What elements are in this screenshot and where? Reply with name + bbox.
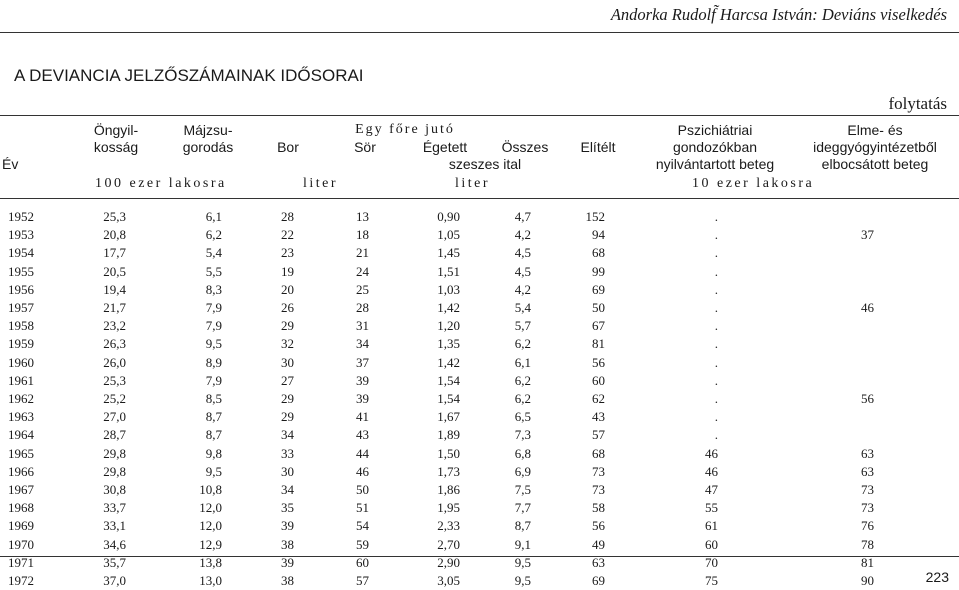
header-psz-3: nyilvántartott beteg xyxy=(655,156,775,172)
cell-ev: 1959 xyxy=(8,336,34,352)
cell-elitelt: 67 xyxy=(592,318,605,334)
table-row xyxy=(0,499,959,517)
cell-ev: 1953 xyxy=(8,227,34,243)
cell-sor: 50 xyxy=(356,482,369,497)
header-szeszes-ital: szeszes ital xyxy=(448,156,522,172)
cell-elme: 56 xyxy=(861,391,874,406)
table-row xyxy=(0,572,959,590)
cell-majzsu: 12,0 xyxy=(199,518,222,534)
cell-egetett: 1,73 xyxy=(437,463,460,479)
cell-egetett: 1,45 xyxy=(437,245,460,261)
cell-psz: 75 xyxy=(705,573,718,588)
cell-bor: 22 xyxy=(281,227,294,243)
cell-majzsu: 12,9 xyxy=(199,536,222,552)
continuation-label: folytatás xyxy=(888,94,947,113)
table-row xyxy=(0,463,959,481)
cell-majzsu: 8,5 xyxy=(205,391,222,406)
section-title: A DEVIANCIA JELZŐSZÁMAINAK IDŐSORAI xyxy=(14,66,364,85)
table-row xyxy=(0,208,959,226)
cell-ev: 1970 xyxy=(8,536,34,552)
cell-elme: 73 xyxy=(861,500,874,516)
cell-sor: 28 xyxy=(356,300,369,315)
cell-ongyil: 26,0 xyxy=(103,354,126,370)
cell-ev: 1968 xyxy=(8,500,34,516)
cell-bor: 29 xyxy=(281,409,294,425)
cell-ongyil: 33,7 xyxy=(103,500,126,516)
cell-elitelt: 43 xyxy=(592,409,605,425)
cell-sor: 37 xyxy=(356,354,369,370)
cell-bor: 27 xyxy=(281,372,294,388)
cell-bor: 39 xyxy=(281,554,294,570)
cell-psz: . xyxy=(714,300,718,315)
cell-osszes: 4,5 xyxy=(514,263,531,279)
cell-psz: . xyxy=(714,318,718,334)
cell-elitelt: 63 xyxy=(592,554,605,570)
cell-psz: . xyxy=(714,209,718,224)
cell-osszes: 5,4 xyxy=(514,300,531,315)
cell-egetett: 1,86 xyxy=(437,482,460,497)
unit-100-ezer-lakosra: 100 ezer lakosra xyxy=(95,176,227,191)
cell-bor: 35 xyxy=(281,500,294,516)
unit-liter-szeszes: liter xyxy=(455,176,491,191)
cell-sor: 25 xyxy=(356,281,369,297)
cell-elitelt: 81 xyxy=(592,336,605,352)
cell-elitelt: 56 xyxy=(592,518,605,534)
cell-majzsu: 7,9 xyxy=(205,318,222,334)
cell-egetett: 1,54 xyxy=(437,391,460,406)
cell-sor: 31 xyxy=(356,318,369,334)
cell-egetett: 0,90 xyxy=(437,209,460,224)
header-majzsu-2: gorodás xyxy=(182,139,234,155)
cell-ev: 1960 xyxy=(8,354,34,370)
cell-egetett: 1,05 xyxy=(437,227,460,243)
cell-psz: . xyxy=(714,281,718,297)
cell-ongyil: 29,8 xyxy=(103,445,126,461)
cell-ongyil: 29,8 xyxy=(103,463,126,479)
cell-ev: 1972 xyxy=(8,573,34,588)
cell-elitelt: 57 xyxy=(592,427,605,443)
cell-ev: 1954 xyxy=(8,245,34,261)
cell-ongyil: 21,7 xyxy=(103,300,126,315)
cell-majzsu: 9,5 xyxy=(205,463,222,479)
cell-ongyil: 34,6 xyxy=(103,536,126,552)
cell-ev: 1958 xyxy=(8,318,34,334)
cell-osszes: 6,8 xyxy=(514,445,531,461)
cell-majzsu: 6,1 xyxy=(205,209,222,224)
cell-ongyil: 17,7 xyxy=(103,245,126,261)
cell-osszes: 6,2 xyxy=(514,372,531,388)
cell-elme: 76 xyxy=(861,518,874,534)
cell-ev: 1952 xyxy=(8,209,34,224)
table-row xyxy=(0,299,959,317)
cell-sor: 51 xyxy=(356,500,369,516)
cell-psz: . xyxy=(714,227,718,243)
cell-psz: 61 xyxy=(705,518,718,534)
header-bor: Bor xyxy=(277,139,299,155)
unit-10-ezer-lakosra: 10 ezer lakosra xyxy=(692,176,815,191)
cell-sor: 57 xyxy=(356,573,369,588)
cell-egetett: 2,90 xyxy=(437,554,460,570)
cell-ev: 1965 xyxy=(8,445,34,461)
cell-egetett: 1,54 xyxy=(437,372,460,388)
cell-elme: 90 xyxy=(861,573,874,588)
page-number: 223 xyxy=(925,569,949,585)
cell-elme: 63 xyxy=(861,445,874,461)
cell-elitelt: 56 xyxy=(592,354,605,370)
cell-osszes: 6,1 xyxy=(514,354,531,370)
table-top-rule xyxy=(0,115,959,116)
cell-sor: 21 xyxy=(356,245,369,261)
cell-egetett: 1,51 xyxy=(437,263,460,279)
cell-elme: 63 xyxy=(861,463,874,479)
cell-majzsu: 13,8 xyxy=(199,554,222,570)
cell-egetett: 1,89 xyxy=(437,427,460,443)
table-row xyxy=(0,317,959,335)
cell-elitelt: 60 xyxy=(592,372,605,388)
table-row xyxy=(0,244,959,262)
cell-bor: 38 xyxy=(281,536,294,552)
header-ev: Év xyxy=(2,156,19,172)
cell-elitelt: 62 xyxy=(592,391,605,406)
cell-ongyil: 28,7 xyxy=(103,427,126,443)
cell-egetett: 1,20 xyxy=(437,318,460,334)
cell-psz: 60 xyxy=(705,536,718,552)
cell-sor: 18 xyxy=(356,227,369,243)
cell-ev: 1966 xyxy=(8,463,34,479)
cell-ongyil: 19,4 xyxy=(103,281,126,297)
header-elme-3: elbocsátott beteg xyxy=(821,156,929,172)
cell-egetett: 1,50 xyxy=(437,445,460,461)
cell-sor: 44 xyxy=(356,445,369,461)
cell-ev: 1971 xyxy=(8,554,34,570)
cell-psz: 46 xyxy=(705,445,718,461)
cell-ev: 1967 xyxy=(8,482,34,497)
cell-egetett: 1,03 xyxy=(437,281,460,297)
table-row xyxy=(0,281,959,299)
cell-osszes: 4,2 xyxy=(514,227,531,243)
header-egy-fore-juto: Egy főre jutó xyxy=(355,122,455,137)
cell-egetett: 1,42 xyxy=(437,354,460,370)
cell-majzsu: 8,9 xyxy=(205,354,222,370)
cell-elitelt: 58 xyxy=(592,500,605,516)
table-row xyxy=(0,372,959,390)
table-row xyxy=(0,408,959,426)
cell-sor: 59 xyxy=(356,536,369,552)
cell-majzsu: 8,7 xyxy=(205,409,222,425)
cell-bor: 19 xyxy=(281,263,294,279)
cell-ev: 1963 xyxy=(8,409,34,425)
header-ongyil-1: Öngyil- xyxy=(93,122,139,138)
cell-ev: 1955 xyxy=(8,263,34,279)
cell-elitelt: 69 xyxy=(592,281,605,297)
cell-osszes: 4,2 xyxy=(514,281,531,297)
cell-ongyil: 37,0 xyxy=(103,573,126,588)
cell-ev: 1956 xyxy=(8,281,34,297)
cell-sor: 41 xyxy=(356,409,369,425)
cell-osszes: 4,5 xyxy=(514,245,531,261)
cell-elitelt: 50 xyxy=(592,300,605,315)
cell-osszes: 7,3 xyxy=(514,427,531,443)
cell-majzsu: 8,7 xyxy=(205,427,222,443)
cell-majzsu: 9,5 xyxy=(205,336,222,352)
cell-ev: 1962 xyxy=(8,391,34,406)
cell-bor: 29 xyxy=(281,318,294,334)
cell-sor: 54 xyxy=(356,518,369,534)
cell-osszes: 7,7 xyxy=(514,500,531,516)
cell-egetett: 1,42 xyxy=(437,300,460,315)
cell-ongyil: 23,2 xyxy=(103,318,126,334)
cell-majzsu: 12,0 xyxy=(199,500,222,516)
cell-majzsu: 10,8 xyxy=(199,482,222,497)
cell-osszes: 9,5 xyxy=(514,573,531,588)
header-egetett: Égetett xyxy=(422,139,468,155)
running-header: Andorka Rudolf̃ Harcsa István: Deviáns viselkedés xyxy=(610,5,947,24)
header-elme-1: Elme- és xyxy=(847,122,903,138)
cell-sor: 39 xyxy=(356,372,369,388)
cell-psz: . xyxy=(714,372,718,388)
cell-psz: . xyxy=(714,245,718,261)
cell-osszes: 6,5 xyxy=(514,409,531,425)
cell-ev: 1964 xyxy=(8,427,34,443)
cell-psz: 47 xyxy=(705,482,718,497)
cell-egetett: 2,70 xyxy=(437,536,460,552)
cell-osszes: 6,9 xyxy=(514,463,531,479)
table-row xyxy=(0,481,959,499)
cell-ongyil: 33,1 xyxy=(103,518,126,534)
cell-elitelt: 152 xyxy=(585,209,605,224)
cell-elitelt: 69 xyxy=(592,573,605,588)
cell-elitelt: 68 xyxy=(592,445,605,461)
cell-bor: 34 xyxy=(281,427,294,443)
cell-bor: 33 xyxy=(281,445,294,461)
cell-ongyil: 20,8 xyxy=(103,227,126,243)
cell-elitelt: 94 xyxy=(592,227,605,243)
cell-psz: . xyxy=(714,263,718,279)
cell-sor: 34 xyxy=(356,336,369,352)
header-elme-2: ideggyógyintézetből xyxy=(813,139,937,155)
table-row xyxy=(0,263,959,281)
cell-ongyil: 35,7 xyxy=(103,554,126,570)
cell-elme: 37 xyxy=(861,227,874,243)
cell-osszes: 9,5 xyxy=(514,554,531,570)
cell-osszes: 4,7 xyxy=(514,209,531,224)
table-row xyxy=(0,226,959,244)
header-rule xyxy=(0,32,959,33)
cell-elitelt: 73 xyxy=(592,482,605,497)
table-row xyxy=(0,517,959,535)
cell-sor: 39 xyxy=(356,391,369,406)
cell-bor: 28 xyxy=(281,209,294,224)
cell-osszes: 6,2 xyxy=(514,336,531,352)
cell-egetett: 3,05 xyxy=(437,573,460,588)
cell-psz: 55 xyxy=(705,500,718,516)
cell-elme: 46 xyxy=(861,300,874,315)
cell-elitelt: 68 xyxy=(592,245,605,261)
cell-bor: 23 xyxy=(281,245,294,261)
cell-majzsu: 7,9 xyxy=(205,372,222,388)
cell-osszes: 6,2 xyxy=(514,391,531,406)
cell-bor: 30 xyxy=(281,354,294,370)
cell-bor: 34 xyxy=(281,482,294,497)
cell-osszes: 5,7 xyxy=(514,318,531,334)
cell-elme: 81 xyxy=(861,554,874,570)
cell-ongyil: 25,3 xyxy=(103,372,126,388)
cell-ev: 1961 xyxy=(8,372,34,388)
cell-majzsu: 5,4 xyxy=(205,245,222,261)
cell-ev: 1969 xyxy=(8,518,34,534)
cell-elitelt: 73 xyxy=(592,463,605,479)
cell-psz: 70 xyxy=(705,554,718,570)
cell-ongyil: 27,0 xyxy=(103,409,126,425)
cell-psz: . xyxy=(714,354,718,370)
header-psz-1: Pszichiátriai xyxy=(677,122,753,138)
table-row xyxy=(0,445,959,463)
cell-osszes: 7,5 xyxy=(514,482,531,497)
cell-sor: 24 xyxy=(356,263,369,279)
header-psz-2: gondozókban xyxy=(672,139,758,155)
cell-ongyil: 20,5 xyxy=(103,263,126,279)
cell-bor: 39 xyxy=(281,518,294,534)
cell-majzsu: 13,0 xyxy=(199,573,222,588)
cell-majzsu: 8,3 xyxy=(205,281,222,297)
cell-sor: 60 xyxy=(356,554,369,570)
cell-bor: 29 xyxy=(281,391,294,406)
cell-elme: 78 xyxy=(861,536,874,552)
cell-bor: 20 xyxy=(281,281,294,297)
cell-ongyil: 25,3 xyxy=(103,209,126,224)
cell-ev: 1957 xyxy=(8,300,34,315)
cell-osszes: 9,1 xyxy=(514,536,531,552)
cell-osszes: 8,7 xyxy=(514,518,531,534)
cell-ongyil: 25,2 xyxy=(103,391,126,406)
cell-egetett: 1,95 xyxy=(437,500,460,516)
table-header-rule xyxy=(0,198,959,199)
cell-majzsu: 7,9 xyxy=(205,300,222,315)
unit-liter-bor: liter xyxy=(303,176,339,191)
cell-elitelt: 99 xyxy=(592,263,605,279)
cell-egetett: 2,33 xyxy=(437,518,460,534)
header-osszes: Összes xyxy=(501,139,549,155)
cell-psz: . xyxy=(714,409,718,425)
header-majzsu-1: Májzsu- xyxy=(183,122,233,138)
table-bottom-rule xyxy=(0,556,959,557)
table-row xyxy=(0,536,959,554)
header-elitelt: Elítélt xyxy=(580,139,616,155)
table-row xyxy=(0,335,959,353)
header-ongyil-2: kosság xyxy=(93,139,139,155)
cell-psz: . xyxy=(714,391,718,406)
cell-majzsu: 6,2 xyxy=(205,227,222,243)
cell-sor: 13 xyxy=(356,209,369,224)
cell-egetett: 1,67 xyxy=(437,409,460,425)
table-row xyxy=(0,426,959,444)
cell-bor: 26 xyxy=(281,300,294,315)
cell-egetett: 1,35 xyxy=(437,336,460,352)
cell-elitelt: 49 xyxy=(592,536,605,552)
cell-psz: . xyxy=(714,427,718,443)
cell-bor: 38 xyxy=(281,573,294,588)
cell-psz: 46 xyxy=(705,463,718,479)
cell-sor: 43 xyxy=(356,427,369,443)
cell-majzsu: 5,5 xyxy=(205,263,222,279)
table-row xyxy=(0,354,959,372)
table-row xyxy=(0,390,959,408)
header-sor: Sör xyxy=(354,139,376,155)
cell-elme: 73 xyxy=(861,482,874,497)
cell-ongyil: 26,3 xyxy=(103,336,126,352)
cell-sor: 46 xyxy=(356,463,369,479)
cell-ongyil: 30,8 xyxy=(103,482,126,497)
cell-bor: 32 xyxy=(281,336,294,352)
cell-majzsu: 9,8 xyxy=(205,445,222,461)
cell-psz: . xyxy=(714,336,718,352)
cell-bor: 30 xyxy=(281,463,294,479)
